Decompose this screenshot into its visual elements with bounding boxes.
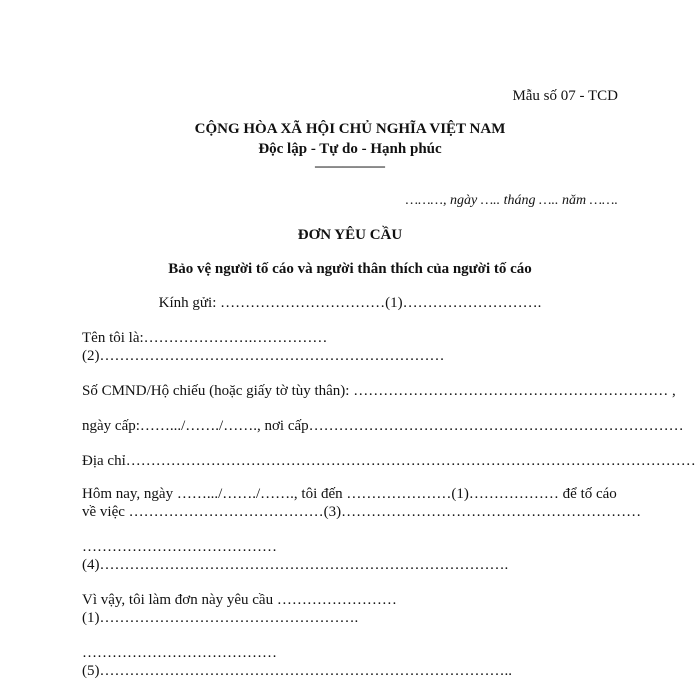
national-title: CỘNG HÒA XÃ HỘI CHỦ NGHĨA VIỆT NAM	[194, 121, 506, 137]
document-title: ĐƠN YÊU CẦU	[297, 227, 403, 243]
report-subject-field: về việc …………………………………(3)……………………………………………………	[82, 504, 642, 520]
blank-line-2: …………………………………	[82, 645, 277, 661]
address-field: Địa chỉ……………………………………………………………………………………………………	[82, 453, 696, 469]
note-4-field: (4)……………………………………………………………………….	[82, 557, 509, 573]
report-date-field: Hôm nay, ngày …….../……./……., tôi đến …………………(1)……………… để tố cáo	[82, 486, 617, 502]
issue-field: ngày cấp:…….../……./……., nơi cấp…………………………………………………………………	[82, 418, 684, 434]
recipient-line: Kính gửi: ……………………………(1)……………………….	[158, 295, 542, 311]
document-subtitle: Bảo vệ người tố cáo và người thân thích của người tố cáo	[168, 261, 532, 277]
national-motto: Độc lập - Tự do - Hạnh phúc	[258, 141, 442, 157]
header-rule: —————	[315, 159, 385, 174]
note-5-field: (5)………………………………………………………………………..	[82, 663, 512, 679]
id-field: Số CMND/Hộ chiếu (hoặc giấy tờ tùy thân): ……………………………………………………… ,	[82, 383, 676, 399]
request-field: Vì vậy, tôi làm đơn này yêu cầu ……………………	[82, 592, 397, 608]
name-note-field: (2)……………………………………………………………	[82, 348, 445, 364]
name-field: Tên tôi là:………………….……………	[82, 330, 328, 346]
note-1-field: (1)…………………………………………….	[82, 610, 359, 626]
blank-line-1: …………………………………	[82, 539, 277, 555]
form-code: Mẫu số 07 - TCD	[512, 88, 618, 104]
place-date-line: ………, ngày ….. tháng ….. năm …….	[405, 193, 618, 208]
